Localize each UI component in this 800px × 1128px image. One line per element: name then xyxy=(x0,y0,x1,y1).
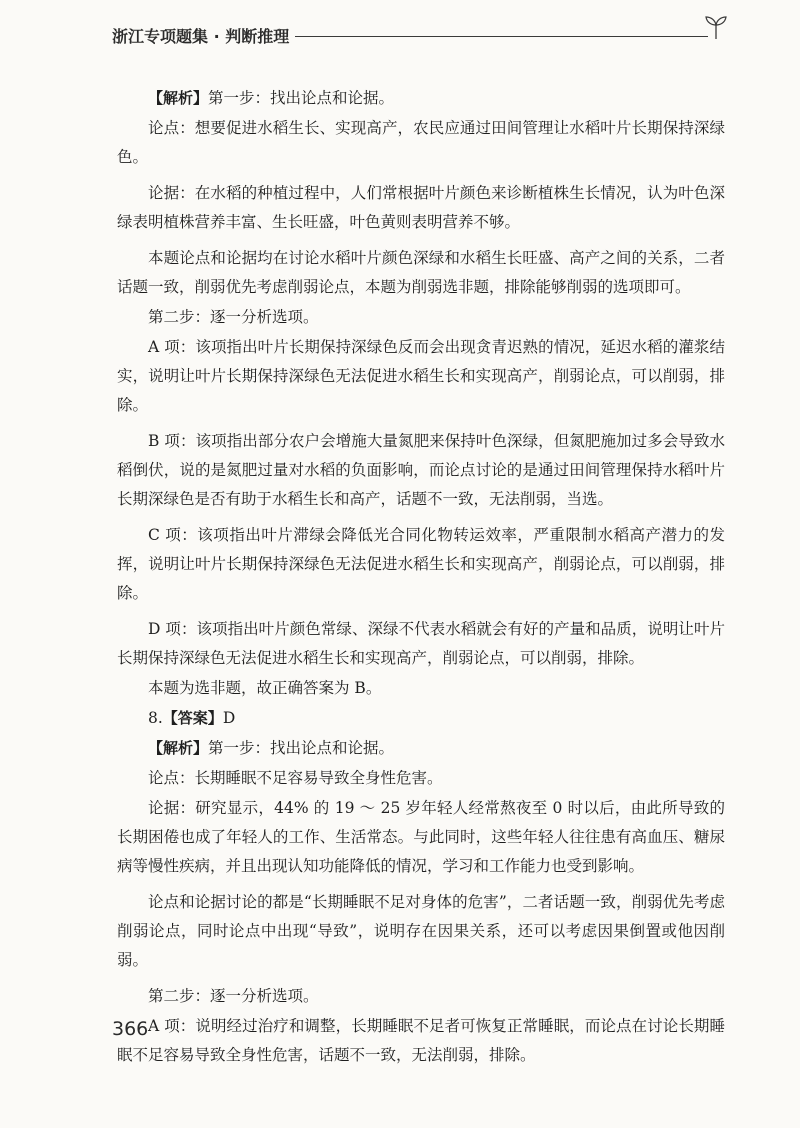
argument-paragraph-2: 论点：长期睡眠不足容易导致全身性危害。 xyxy=(148,769,443,787)
page-number: 366 xyxy=(112,1018,149,1040)
step2-paragraph-2: 第二步：逐一分析选项。 xyxy=(148,987,319,1005)
answer-marker: 【答案】 xyxy=(162,709,223,727)
answer-value: D xyxy=(222,709,236,727)
paragraph-text: 第一步：找出论点和论据。 xyxy=(208,739,395,757)
header-title: 浙江专项题集 · 判断推理 xyxy=(112,27,290,46)
question-number: 8. xyxy=(148,709,163,727)
paragraph-text: 第一步：找出论点和论据。 xyxy=(208,89,395,107)
header-rule xyxy=(295,36,708,37)
option-c-paragraph: C 项：该项指出叶片滞绿会降低光合同化物转运效率，严重限制水稻高产潜力的发挥，说明让叶片长期保持深绿色无法促进水稻生长和实现高产，削弱论点，可以削弱，排除。 xyxy=(117,526,725,602)
evidence-paragraph: 论据：在水稻的种植过程中，人们常根据叶片颜色来诊断植株生长情况，认为叶色深绿表明植株营养丰富、生长旺盛，叶色黄则表明营养不够。 xyxy=(117,184,725,231)
option-d-paragraph: D 项：该项指出叶片颜色常绿、深绿不代表水稻就会有好的产量和品质，说明让叶片长期保持深绿色无法促进水稻生长和实现高产，削弱论点，可以削弱，排除。 xyxy=(117,620,725,667)
sprout-icon xyxy=(704,14,728,40)
relation-paragraph-2: 论点和论据讨论的都是“长期睡眠不足对身体的危害”，二者话题一致，削弱优先考虑削弱论点，同时论点中出现“导致”，说明存在因果关系，还可以考虑因果倒置或他因削弱。 xyxy=(117,893,725,969)
running-header xyxy=(112,20,722,48)
analysis-step1-paragraph-2 xyxy=(117,734,725,763)
analysis-marker: 【解析】 xyxy=(148,89,209,107)
step2-paragraph: 第二步：逐一分析选项。 xyxy=(148,308,319,326)
answer-8-paragraph xyxy=(117,704,725,733)
analysis-marker: 【解析】 xyxy=(148,739,209,757)
evidence-paragraph-2: 论据：研究显示，44% 的 19 ～ 25 岁年轻人经常熬夜至 0 时以后，由此所导致的长期困倦也成了年轻人的工作、生活常态。与此同时，这些年轻人往往患有高血压、糖尿病等慢性疾病，并且出现认知功能降低的情况，学习和工作能力也受到影响。 xyxy=(117,799,725,875)
option-a-paragraph: A 项：该项指出叶片长期保持深绿色反而会出现贪青迟熟的情况，延迟水稻的灌浆结实，说明让叶片长期保持深绿色无法促进水稻生长和实现高产，削弱论点，可以削弱，排除。 xyxy=(117,338,725,414)
conclusion-paragraph: 本题为选非题，故正确答案为 B。 xyxy=(148,679,382,697)
analysis-step1-paragraph xyxy=(117,84,725,113)
argument-paragraph: 论点：想要促进水稻生长、实现高产，农民应通过田间管理让水稻叶片长期保持深绿色。 xyxy=(117,119,725,166)
option-b-paragraph: B 项：该项指出部分农户会增施大量氮肥来保持叶色深绿，但氮肥施加过多会导致水稻倒伏，说的是氮肥过量对水稻的负面影响，而论点讨论的是通过田间管理保持水稻叶片长期深绿色是否有助于水稻生长和高产，话题不一致，无法削弱，当选。 xyxy=(117,432,725,508)
page-body xyxy=(117,84,725,1077)
relation-paragraph: 本题论点和论据均在讨论水稻叶片颜色深绿和水稻生长旺盛、高产之间的关系，二者话题一致，削弱优先考虑削弱论点，本题为削弱选非题，排除能够削弱的选项即可。 xyxy=(117,249,725,296)
option-a-paragraph-2: A 项：说明经过治疗和调整，长期睡眠不足者可恢复正常睡眠，而论点在讨论长期睡眠不足容易导致全身性危害，话题不一致，无法削弱，排除。 xyxy=(117,1017,725,1064)
